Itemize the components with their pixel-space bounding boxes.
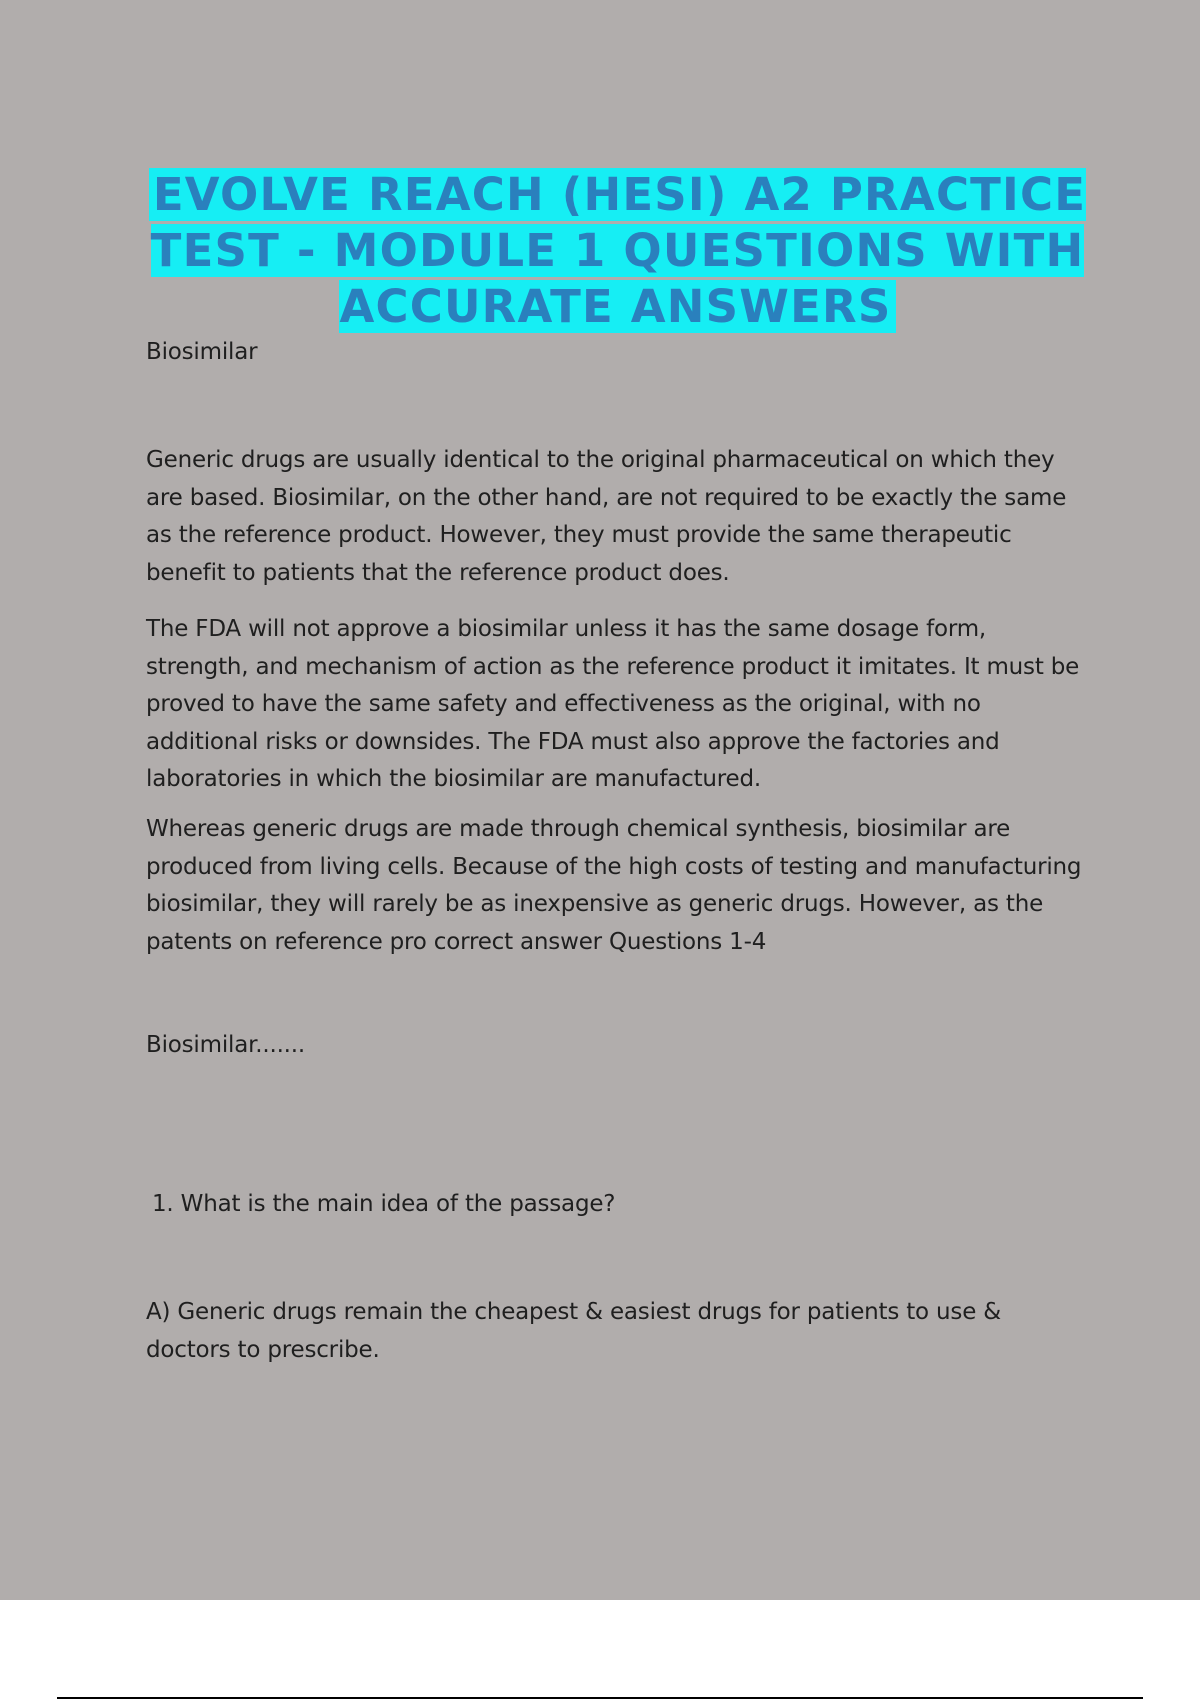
- paragraph-1: Generic drugs are usually identical to the original pharmaceutical on which they are based. Biosimilar, on the other hand, are not required to be exactly the same as the reference product. However, they must provide the same therapeutic benefit to patients that the reference product does.: [146, 447, 1067, 586]
- title-highlight: EVOLVE REACH (HESI) A2 PRACTICE TEST - MODULE 1 QUESTIONS WITH ACCURATE ANSWERS: [150, 168, 1087, 333]
- document-title: [145, 167, 1090, 335]
- paragraph-2: The FDA will not approve a biosimilar unless it has the same dosage form, strength, and mechanism of action as the reference product it imitates. It must be proved to have the same safety and effectiveness as the original, with no additional risks or downsides. The FDA must also approve the factories and laboratories in which the biosimilar are manufactured.: [146, 616, 1080, 792]
- answer-option-a: A) Generic drugs remain the cheapest & easiest drugs for patients to use & doctors to prescribe.: [146, 1299, 1001, 1363]
- subheading: Biosimilar.......: [146, 1032, 306, 1058]
- footer-rule: [57, 1697, 1143, 1699]
- section-heading: Biosimilar: [146, 339, 258, 365]
- question-1: 1. What is the main idea of the passage?: [152, 1191, 616, 1217]
- paragraph-3: Whereas generic drugs are made through chemical synthesis, biosimilar are produced from living cells. Because of the high costs of testing and manufacturing biosimilar, they will rarely be as inexpensive as generic drugs. However, as the patents on reference pro correct answer Questions 1-4: [146, 816, 1082, 955]
